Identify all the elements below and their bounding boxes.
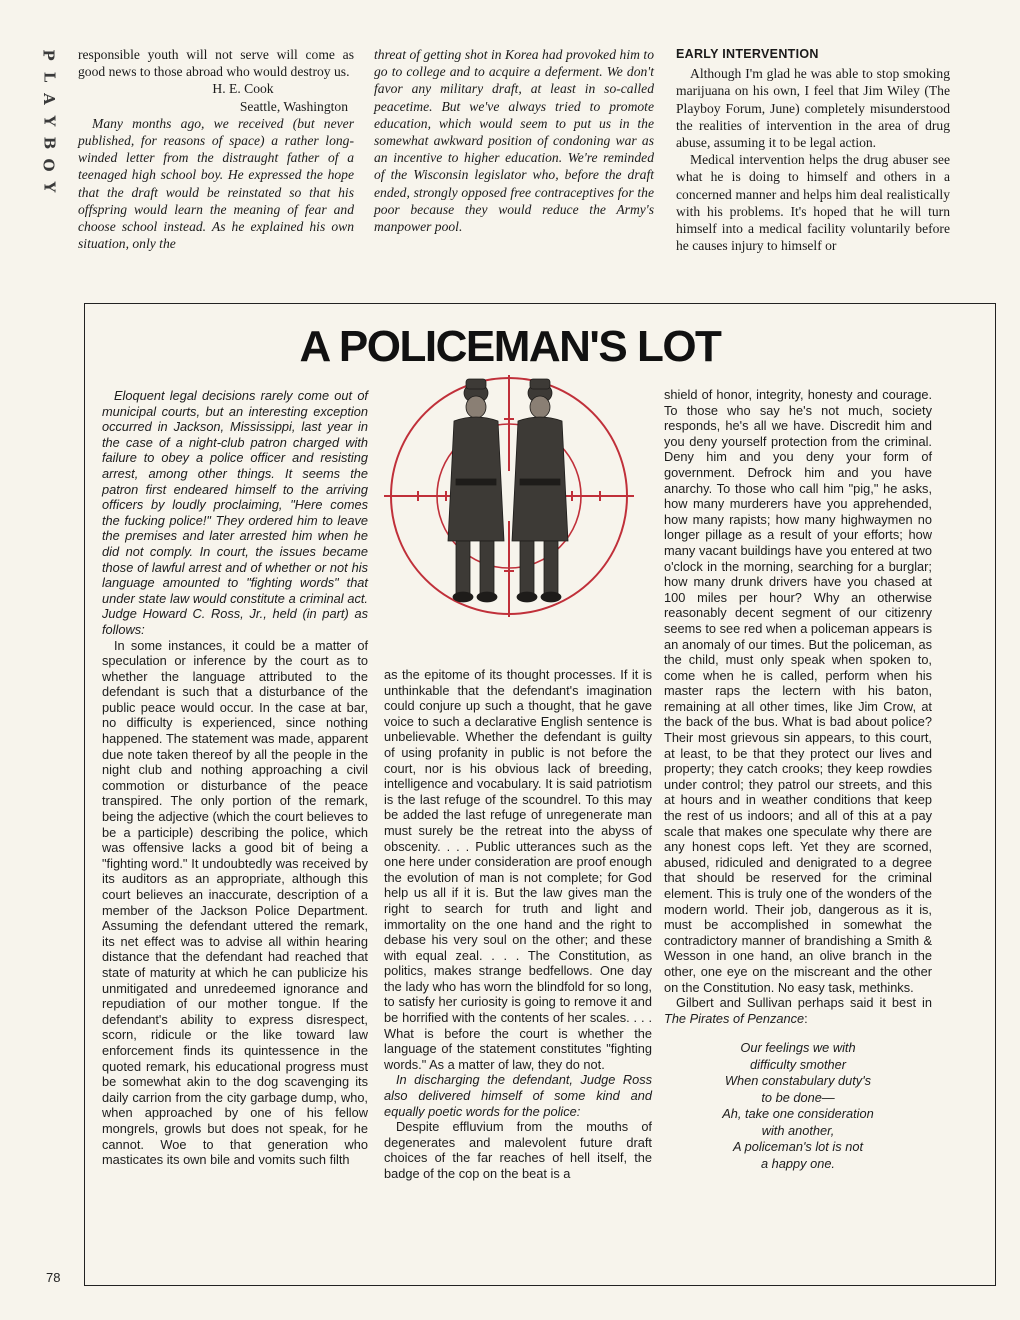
poem-line: Ah, take one consideration xyxy=(722,1106,874,1122)
poem-line: difficulty smother xyxy=(749,1056,846,1072)
poem xyxy=(664,1040,932,1172)
ruling-part-2: as the epitome of its thought processes. If it is unthinkable that the defendant's imagination could conjure up such a thought, that he gave voice to such a declarative English sentence is unbelievable. Whether the defendant is guilty of using profanity in public is not before the court, nor is his obvious lack of breeding, intelligence and vocabulary. It is said patriotism is the last refuge of the scoundrel. To this may be added the last refuge of unregenerate man must surely be the retreat into the abyss of obscenity. . . . Public utterances such as the one here under consideration are proof enough the evolution of man is not complete; for God help us all if it is. But the law gives man the right to search for truth and light and immortality on the one hand and the right to debase his very soul on the other; and these with equal zeal. . . . The Constitution, as politics, makes strange bedfellows. One day the lady who has worn the blindfold for so long, to satisfy her curiosity is going to remove it and be horrified with the contents of her scales. . . . What is before the court is whether the language of the statement constitutes "fighting words." As a matter of law, they do not. xyxy=(384,667,652,1072)
gilbert-sullivan-intro xyxy=(664,995,932,1026)
crosshair-target-icon xyxy=(384,375,634,617)
letter-column-2 xyxy=(374,46,654,235)
article-intro: Eloquent legal decisions rarely come out of municipal courts, but an interesting exception occurred in Jackson, Mississippi, last year in the case of a night-club patron charged with failure to obey a police officer and resisting arrest, among other things. It seems the patron first endeared himself to the arriving officers by loudly proclaiming, "Here comes the fucking police!" They ordered him to leave the premises and later arrested him when he did not comply. In court, the issues became those of lawful arrest and of whether or not his language amounted to "fighting words" that under state law would constitute a criminal act. Judge Howard C. Ross, Jr., held (in part) as follows: xyxy=(102,388,368,637)
page-number: 78 xyxy=(46,1270,61,1285)
gilbert-colon: : xyxy=(804,1010,808,1026)
article-title: A POLICEMAN'S LOT xyxy=(299,322,721,371)
police-praise-part-2: shield of honor, integrity, honesty and courage. To those who say he's not much, society responds, he's all we have. Discredit him and you deny yourself protection from the criminal. Deny him and you deny your form of government. Defrock him and you have anarchy. To those who call him "pig," he asks, how many murderers have you apprehended, how many rapists; how many highwaymen no longer pillage as a result of your efforts; how many vacant buildings have you entered at two o'clock in the morning, searching for a burglar; how many drunk drivers have you chased at 100 miles per hour? Why an otherwise reasonably decent segment of our citizenry seems to see red when a policeman appears is an anomaly of our times. But the policeman, as the child, must only speak when spoken to, come when he is called, perform when his master raps the lectern with his baton, remaining at all other times, like Jim Crow, at the back of the bus. What is bad about police? Their most grievous sin appears, to this court, at least, to be that they protect our lives and property; they catch crooks; they keep rowdies under control; they patrol our streets, and this at hours and in weather conditions that keep the rest of us indoors; and all of this at a pay scale that makes one speculate why there are any honest cops left. Yet they are scorned, abused, ridiculed and denigrated to a degree that should be reserved for the criminal element. This is truly one of the wonders of the modern world. Their job, dangerous as it is, must be accomplished in somewhat the contradictory manner of brandishing a Smith & Wesson in one hand, an olive branch in the other, one eye on the miscreant and the other on the Constitution. No easy task, methinks. xyxy=(664,387,932,995)
poem-line: Our feelings we with xyxy=(740,1040,856,1056)
letter-signature-name: H. E. Cook xyxy=(212,81,274,97)
policeman-figure-right xyxy=(512,379,568,602)
poem-line: to be done— xyxy=(761,1089,835,1105)
editor-response-part1: Many months ago, we received (but never published, for reasons of space) a rather long-winded letter from the distraught father of a teenaged high school boy. He expressed the hope that the draft would be reinstated so that his offspring would learn the meaning of fear and choose school instead. As he explained his own situation, only the xyxy=(78,115,354,252)
article-column-2 xyxy=(384,667,652,1182)
editor-response-part2: threat of getting shot in Korea had provoked him to go to college and to acquire a deferment. We don't favor any military draft, at least in so-called peacetime. But we've always tried to promote education, which would seem to put us in the somewhat awkward position of condoning war as an incentive to higher education. We're reminded of the Wisconsin legislator who, before the draft ended, strongly opposed free contraceptives for the poor because they would reduce the Army's manpower pool. xyxy=(374,47,654,235)
discharge-note: In discharging the defendant, Judge Ross also delivered himself of some kind and equally poetic words for the police: xyxy=(384,1072,652,1119)
poem-line: with another, xyxy=(761,1122,835,1138)
article-column-1 xyxy=(102,388,368,1168)
letter-column-1 xyxy=(78,46,354,252)
gilbert-intro-text: Gilbert and Sullivan perhaps said it best in xyxy=(676,995,932,1011)
masthead-letter: Y xyxy=(40,181,58,193)
masthead-letter: Y xyxy=(40,115,58,127)
masthead-letter: L xyxy=(39,71,58,83)
masthead-letter: O xyxy=(39,158,58,172)
early-intervention-paragraph-2: Medical intervention helps the drug abuser see what he is doing to himself and others in a concerned manner and helps him deal realistically with his problems. It's hoped that he will turn himself into a medical facility voluntarily before he causes injury to himself or xyxy=(676,152,950,254)
policeman-figure-left xyxy=(448,379,504,602)
poem-line: a happy one. xyxy=(760,1155,835,1171)
poem-line: When constabulary duty's xyxy=(724,1073,872,1089)
early-intervention-column xyxy=(676,46,950,254)
masthead-letter: A xyxy=(39,93,58,105)
masthead-letter: P xyxy=(40,49,58,61)
early-intervention-paragraph-1: Although I'm glad he was able to stop smoking marijuana on his own, I feel that Jim Wiley (The Playboy Forum, June) completely misunderstood the realities of intervention in the area of drug abuse, assuming it to be legal action. xyxy=(676,66,950,151)
crosshair-illustration xyxy=(376,371,642,621)
police-praise-part-1: Despite effluvium from the mouths of degenerates and malevolent future draft choices of the far reaches of hell itself, the badge of the cop on the beat is a xyxy=(384,1119,652,1181)
letter-body: responsible youth will not serve will come as good news to those abroad who would destroy us. xyxy=(78,47,354,80)
poem-line: A policeman's lot is not xyxy=(733,1139,863,1155)
section-heading: EARLY INTERVENTION xyxy=(676,47,819,61)
pirates-of-penzance-title: The Pirates of Penzance xyxy=(664,1010,805,1026)
ruling-part-1: In some instances, it could be a matter of speculation or inference by the court as to whether the language attributed to the defendant is such that a disturbance of the public peace would occur. In the case at bar, no difficulty is experienced, since nothing happened. The statement was made, apparent due note taken thereof by all the people in the night club and nothing approaching a civil commotion or disturbance of the peace transpired. The only portion of the remark, being the adjective (which the court believes to be a participle) describing the police, which was offensive lacks a good bit of being a "fighting word." It undoubtedly was received by its auditors as an appropriate, although this court believes an inaccurate, description of a member of the Jackson Police Department. Assuming the defendant uttered the remark, its net effect was to advise all within hearing distance that the defendant had reached that state of maturity at which he can publicize his unmitigated and unredeemed ignorance and repudiation of our mother tongue. If the defendant's ability to express disrespect, scorn, ridicule or the like toward law enforcement finds its quintessence in the quoted remark, his educational progress must be somewhat akin to the dog scavenging its daily carrion from the city garbage dump, who, when approached by one of his fellow mongrels, growls but does not speak, for he cannot. Woe to that generation who masticates its own bile and vomits such filth xyxy=(102,637,368,1168)
masthead-letter: B xyxy=(40,136,58,150)
article-column-3 xyxy=(664,387,932,1172)
letter-signature-place: Seattle, Washington xyxy=(239,98,348,114)
masthead xyxy=(38,44,60,198)
